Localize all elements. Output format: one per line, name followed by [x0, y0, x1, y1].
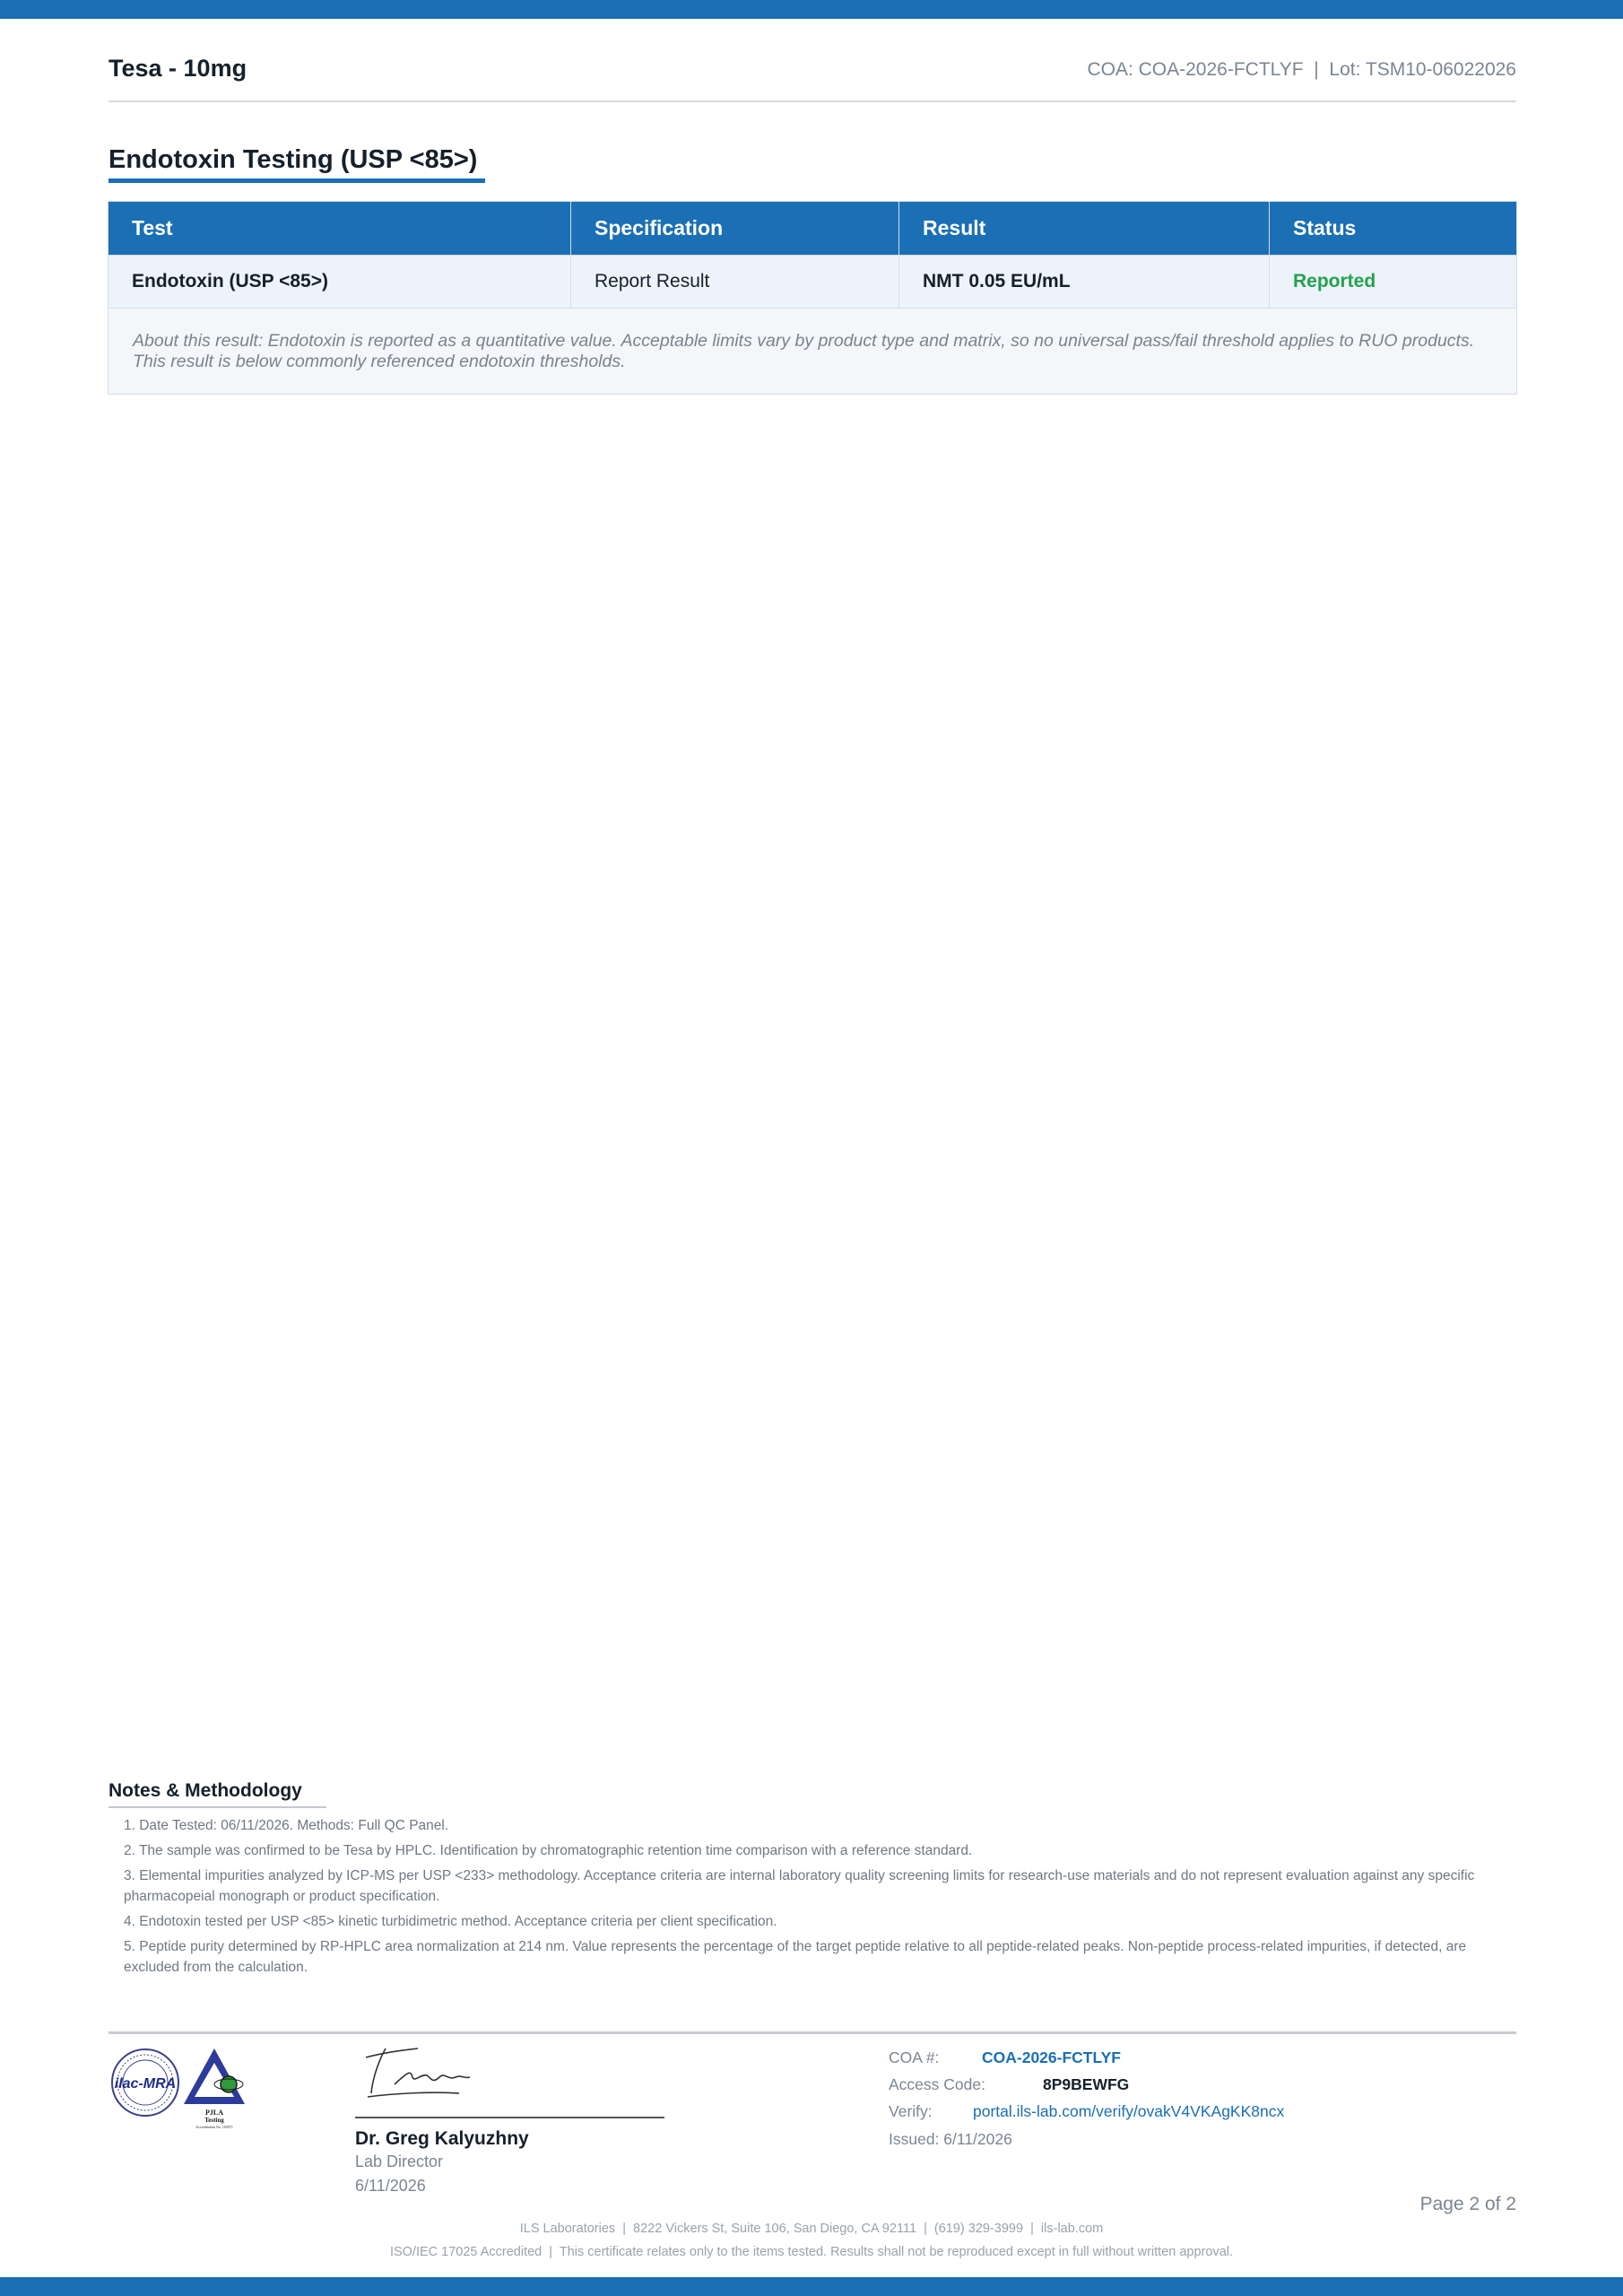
- note-item: 3. Elemental impurities analyzed by ICP-MS per USP <233> methodology. Acceptance criteria are internal laboratory quality screening limits for research-use materials and do not represent evaluation against any specific pharmacopeial monograph or product specification.: [124, 1868, 1475, 1904]
- signer-name: Dr. Greg Kalyuzhny: [355, 2128, 529, 2149]
- cell-status: Reported: [1270, 256, 1517, 309]
- cell-specification: Report Result: [571, 256, 899, 309]
- endotoxin-results-table: [108, 201, 1517, 395]
- access-code-row: [889, 2075, 1130, 2094]
- product-name: Tesa - 10mg: [108, 55, 247, 82]
- note-item: 2. The sample was confirmed to be Tesa by HPLC. Identification by chromatographic retention time comparison with a reference standard.: [124, 1843, 973, 1858]
- note-item: 5. Peptide purity determined by RP-HPLC area normalization at 214 nm. Value represents the percentage of the target peptide relative to all peptide-related peaks. Non-peptide process-related impurities, if detected, are excluded from the calculation.: [124, 1939, 1467, 1975]
- verify-label: Verify:: [889, 2102, 933, 2120]
- section-title: Endotoxin Testing (USP <85>): [108, 145, 478, 174]
- footer-divider: [108, 2031, 1516, 2034]
- notes-title: Notes & Methodology: [108, 1780, 302, 1801]
- svg-text:Testing: Testing: [204, 2117, 224, 2124]
- note-item: 4. Endotoxin tested per USP <85> kinetic turbidimetric method. Acceptance criteria per client specification.: [124, 1914, 777, 1929]
- cell-result: NMT 0.05 EU/mL: [899, 256, 1270, 309]
- pjla-accreditation-logo: [180, 2045, 257, 2135]
- svg-text:ilac-MRA: ilac-MRA: [114, 2076, 177, 2092]
- note-item: 1. Date Tested: 06/11/2026. Methods: Full QC Panel.: [124, 1818, 449, 1833]
- footer-address: ILS Laboratories | 8222 Vickers St, Suite 106, San Diego, CA 92111 | (619) 329-3999 | ils-lab.com: [519, 2222, 1104, 2236]
- svg-text:Accreditation No. 105071: Accreditation No. 105071: [195, 2125, 233, 2129]
- table-header-row: [108, 202, 1517, 256]
- ilac-mra-logo: [109, 2047, 181, 2123]
- coa-lot-reference: COA: COA-2026-FCTLYF | Lot: TSM10-06022026: [1087, 59, 1516, 80]
- notes-title-underline: [108, 1806, 326, 1808]
- svg-text:PJLA: PJLA: [205, 2109, 223, 2117]
- verify-link[interactable]: portal.ils-lab.com/verify/ovakV4VKAgKK8ncx: [973, 2102, 1285, 2120]
- bottom-accent-bar: [0, 2277, 1623, 2296]
- coa-number-row: [889, 2048, 1121, 2067]
- table-note-row: [108, 309, 1517, 395]
- page-number: Page 2 of 2: [1419, 2194, 1516, 2214]
- top-accent-bar: [0, 0, 1623, 19]
- signature-line: [355, 2117, 664, 2118]
- result-note: About this result: Endotoxin is reported as a quantitative value. Acceptable limits vary by product type and matrix, so no universal pass/fail threshold applies to RUO products. This result is below commonly referenced endotoxin thresholds.: [108, 309, 1517, 395]
- verify-row: [889, 2102, 1285, 2121]
- footer-disclaimer: ISO/IEC 17025 Accredited | This certificate relates only to the items tested. Results shall not be reproduced except in full without written approval.: [389, 2245, 1234, 2259]
- access-code-value: 8P9BEWFG: [1043, 2075, 1130, 2093]
- signer-title: Lab Director: [355, 2152, 444, 2170]
- signature-image: [359, 2038, 484, 2114]
- access-code-label: Access Code:: [889, 2075, 985, 2093]
- table-row: [108, 256, 1517, 309]
- cell-test: Endotoxin (USP <85>): [108, 256, 571, 309]
- signer-date: 6/11/2026: [355, 2177, 426, 2195]
- column-header-status: Status: [1270, 202, 1517, 256]
- coa-number-value: COA-2026-FCTLYF: [982, 2048, 1121, 2066]
- page-header: [108, 52, 1516, 102]
- issued-date: Issued: 6/11/2026: [889, 2130, 1012, 2148]
- coa-number-label: COA #:: [889, 2048, 940, 2066]
- column-header-result: Result: [899, 202, 1270, 256]
- section-title-underline: [108, 178, 485, 183]
- notes-list: [124, 1815, 1505, 1982]
- column-header-specification: Specification: [571, 202, 899, 256]
- column-header-test: Test: [108, 202, 571, 256]
